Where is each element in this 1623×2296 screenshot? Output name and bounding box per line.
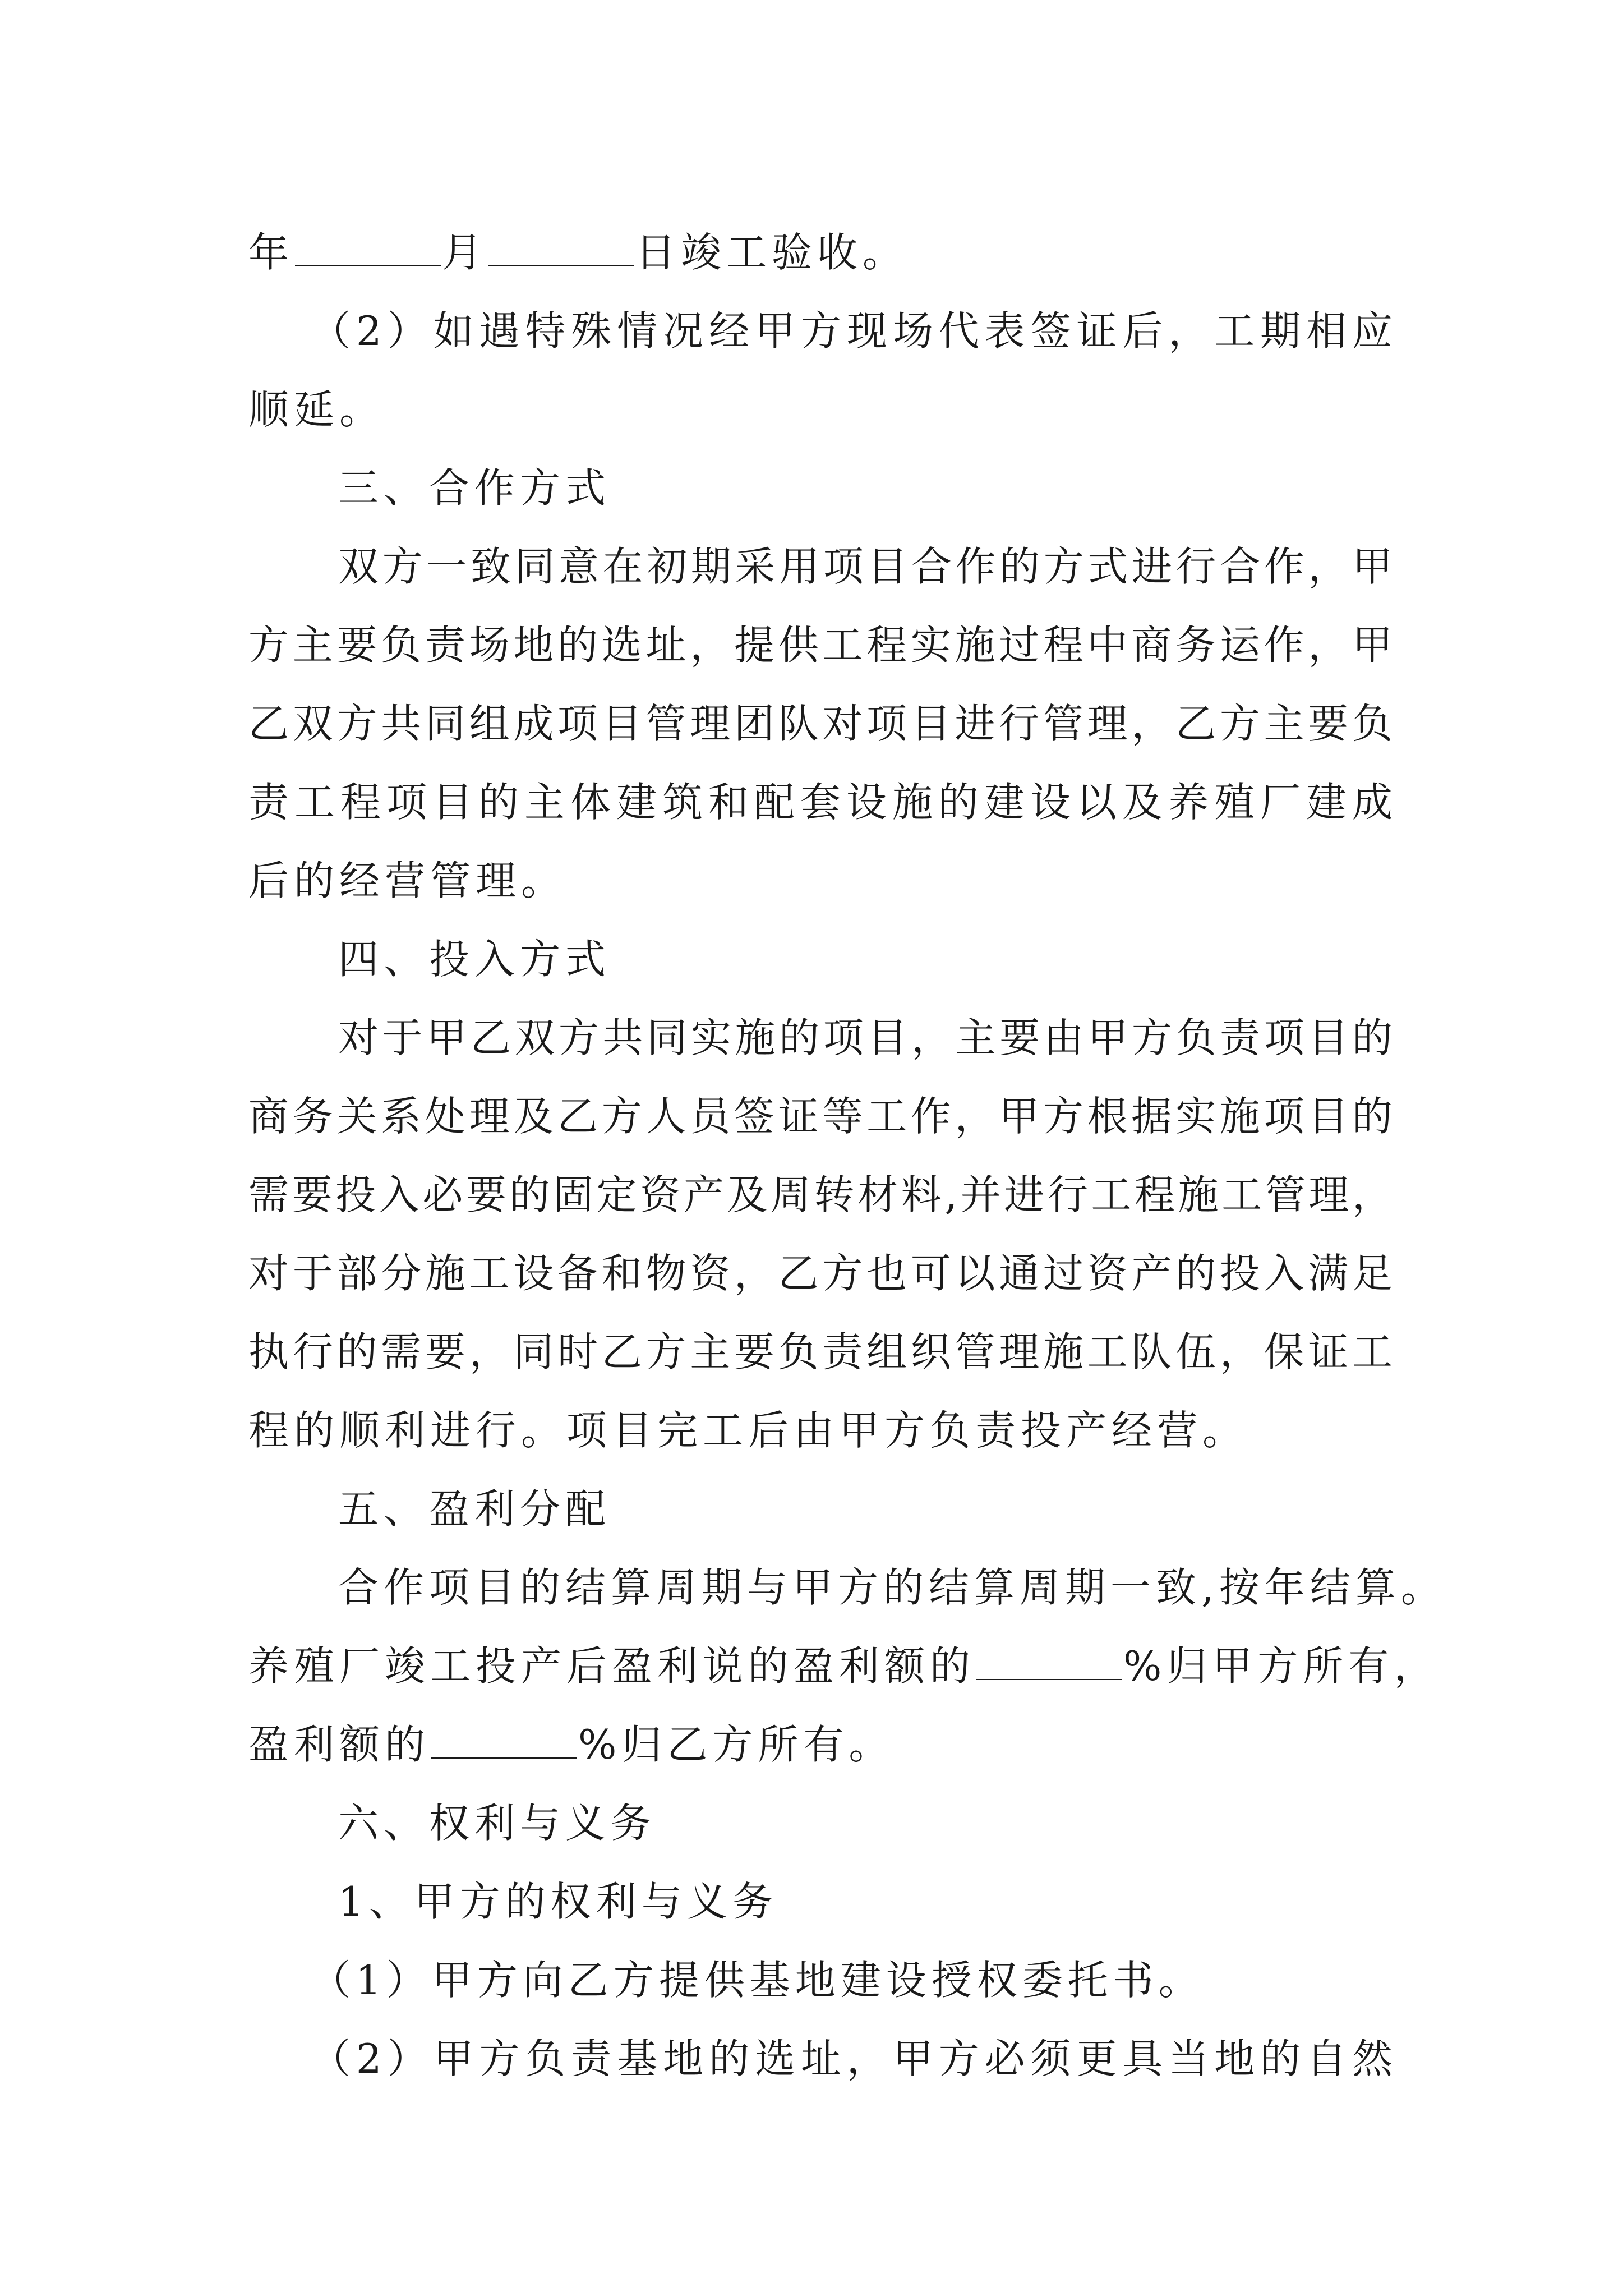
paragraph-line: 需要投入必要的固定资产及周转材料,并进行工程施工管理， (248, 1171, 1393, 1218)
paragraph-line: 方主要负责场地的选址，提供工程实施过程中商务运作，甲 (248, 622, 1393, 669)
blank-day-field (488, 229, 634, 266)
section-heading-rights: 六、权利与义务 (338, 1800, 657, 1847)
paragraph-line: 双方一致同意在初期采用项目合作的方式进行合作，甲 (338, 543, 1393, 590)
list-item: （2）甲方负责基地的选址，甲方必须更具当地的自然 (310, 2035, 1393, 2082)
section-heading-cooperation: 三、合作方式 (338, 464, 611, 512)
subsection-heading-party-a: 1、甲方的权利与义务 (338, 1878, 778, 1925)
blank-percent-party-a (976, 1642, 1122, 1680)
document-body (248, 213, 1446, 2098)
text-year: 年 (248, 229, 294, 276)
completion-date-line (248, 213, 1393, 292)
profit-share-line-party-a (248, 1627, 1440, 1705)
paragraph-line: （2）如遇特殊情况经甲方现场代表签证后，工期相应 (310, 307, 1393, 355)
paragraph-line: 商务关系处理及乙方人员签证等工作，甲方根据实施项目的 (248, 1093, 1393, 1140)
paragraph-line: 乙双方共同组成项目管理团队对项目进行管理，乙方主要负 (248, 700, 1393, 747)
text-month: 月 (442, 229, 488, 276)
blank-month-field (295, 229, 441, 266)
paragraph-line: 对于甲乙双方共同实施的项目，主要由甲方负责项目的 (338, 1014, 1393, 1061)
paragraph-line: 责工程项目的主体建筑和配套设施的建设以及养殖厂建成 (248, 779, 1393, 826)
paragraph-line: 执行的需要，同时乙方主要负责组织管理施工队伍，保证工 (248, 1328, 1393, 1375)
section-heading-profit: 五、盈利分配 (338, 1485, 611, 1533)
text-day-acceptance: 日竣工验收。 (635, 229, 909, 276)
blank-percent-party-b (431, 1721, 577, 1759)
paragraph-line: 合作项目的结算周期与甲方的结算周期一致,按年结算。 (338, 1564, 1446, 1611)
profit-share-line-party-b (248, 1705, 1393, 1784)
text-profit-share-a: 养殖厂竣工投产后盈利说的盈利额的 (248, 1642, 976, 1690)
text-percent-b: %归乙方所有。 (578, 1721, 895, 1768)
paragraph-line: 程的顺利进行。项目完工后由甲方负责投产经营。 (248, 1407, 1248, 1454)
list-item: （1）甲方向乙方提供基地建设授权委托书。 (310, 1957, 1204, 2004)
text-profit-share-b: 盈利额的 (248, 1721, 431, 1768)
text-percent-a: %归甲方所有， (1123, 1642, 1440, 1690)
paragraph-line: 后的经营管理。 (248, 857, 567, 904)
paragraph-line: 顺延。 (248, 386, 385, 433)
paragraph-line: 对于部分施工设备和物资，乙方也可以通过资产的投入满足 (248, 1250, 1393, 1297)
section-heading-investment: 四、投入方式 (338, 936, 611, 983)
